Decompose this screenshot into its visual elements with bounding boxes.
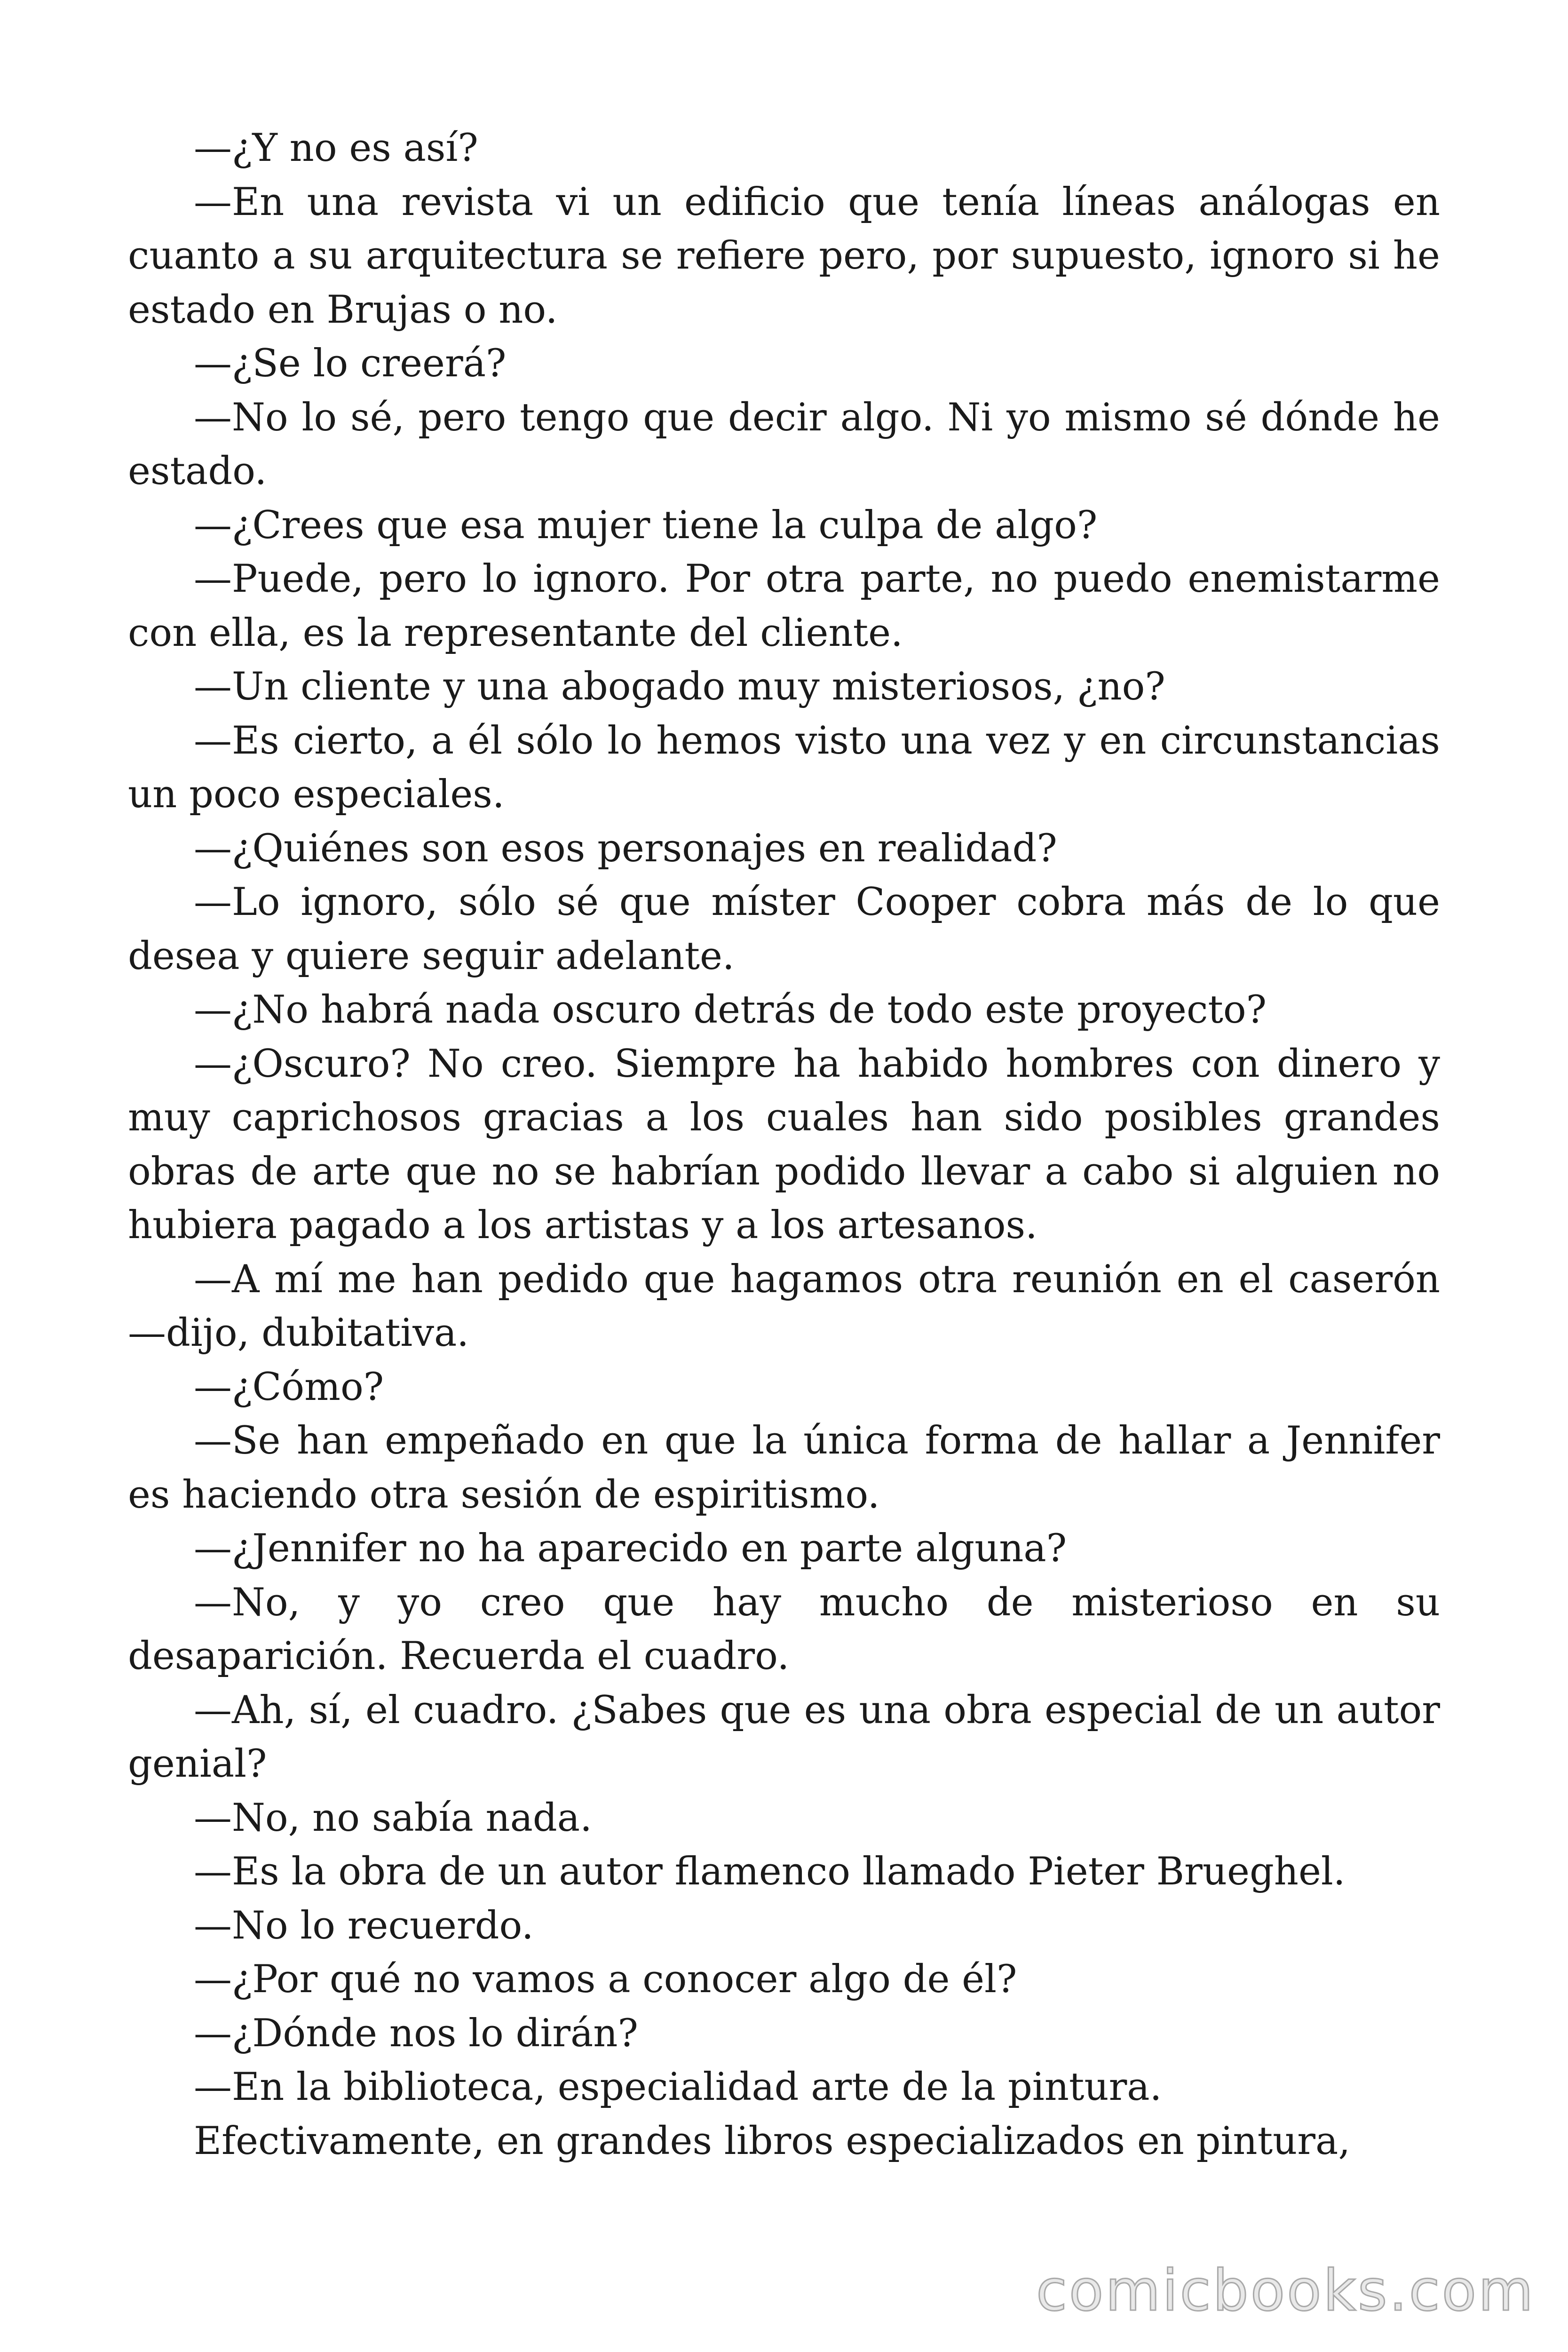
paragraph: Efectivamente, en grandes libros especializados en pintura, — [194, 2119, 1351, 2163]
paragraph: —¿Cómo? — [194, 1365, 384, 1409]
paragraph: —No, y yo creo que hay mucho de misterioso en su desaparición. Recuerda el cuadro. — [128, 1580, 1440, 1678]
paragraph: —Se han empeñado en que la única forma de hallar a Jennifer es haciendo otra sesión de espiritismo. — [128, 1419, 1440, 1517]
paragraph: —No lo sé, pero tengo que decir algo. Ni yo mismo sé dónde he estado. — [128, 395, 1440, 493]
paragraph: —Es la obra de un autor flamenco llamado Pieter Brueghel. — [194, 1850, 1346, 1894]
paragraph: —No lo recuerdo. — [194, 1903, 534, 1948]
paragraph: —¿Se lo creerá? — [194, 342, 507, 386]
paragraph: —A mí me han pedido que hagamos otra reunión en el caserón —dijo, dubitativa. — [128, 1257, 1440, 1355]
paragraph: —¿Oscuro? No creo. Siempre ha habido hombres con dinero y muy caprichosos gracias a los cuales han sido posibles grandes obras de arte que no se habrían podido llevar a cabo si alguien no hubiera pagado a los artistas y a los artesanos. — [128, 1041, 1440, 1248]
paragraph: —¿Dónde nos lo dirán? — [194, 2011, 638, 2056]
paragraph: —Un cliente y una abogado muy misteriosos, ¿no? — [194, 665, 1165, 709]
body-text — [128, 121, 1440, 2168]
paragraph: —¿Jennifer no ha aparecido en parte alguna? — [194, 1526, 1067, 1571]
watermark: comicbooks.com — [1036, 2258, 1535, 2324]
paragraph: —En una revista vi un edificio que tenía líneas análogas en cuanto a su arquitectura se refiere pero, por supuesto, ignoro si he estado en Brujas o no. — [128, 180, 1440, 332]
paragraph: —Ah, sí, el cuadro. ¿Sabes que es una obra especial de un autor genial? — [128, 1688, 1440, 1786]
paragraph: —Puede, pero lo ignoro. Por otra parte, no puedo enemistarme con ella, es la representante del cliente. — [128, 557, 1440, 655]
paragraph: —¿No habrá nada oscuro detrás de todo este proyecto? — [194, 988, 1267, 1032]
paragraph: —¿Quiénes son esos personajes en realidad? — [194, 826, 1057, 871]
paragraph: —¿Por qué no vamos a conocer algo de él? — [194, 1957, 1017, 2002]
paragraph: —¿Y no es así? — [194, 126, 478, 170]
paragraph: —¿Crees que esa mujer tiene la culpa de algo? — [194, 503, 1098, 548]
paragraph: —Es cierto, a él sólo lo hemos visto una vez y en circunstancias un poco especiales. — [128, 718, 1440, 817]
paragraph: —No, no sabía nada. — [194, 1796, 592, 1840]
paragraph: —En la biblioteca, especialidad arte de la pintura. — [194, 2065, 1162, 2109]
paragraph: —Lo ignoro, sólo sé que míster Cooper cobra más de lo que desea y quiere seguir adelante. — [128, 880, 1440, 978]
